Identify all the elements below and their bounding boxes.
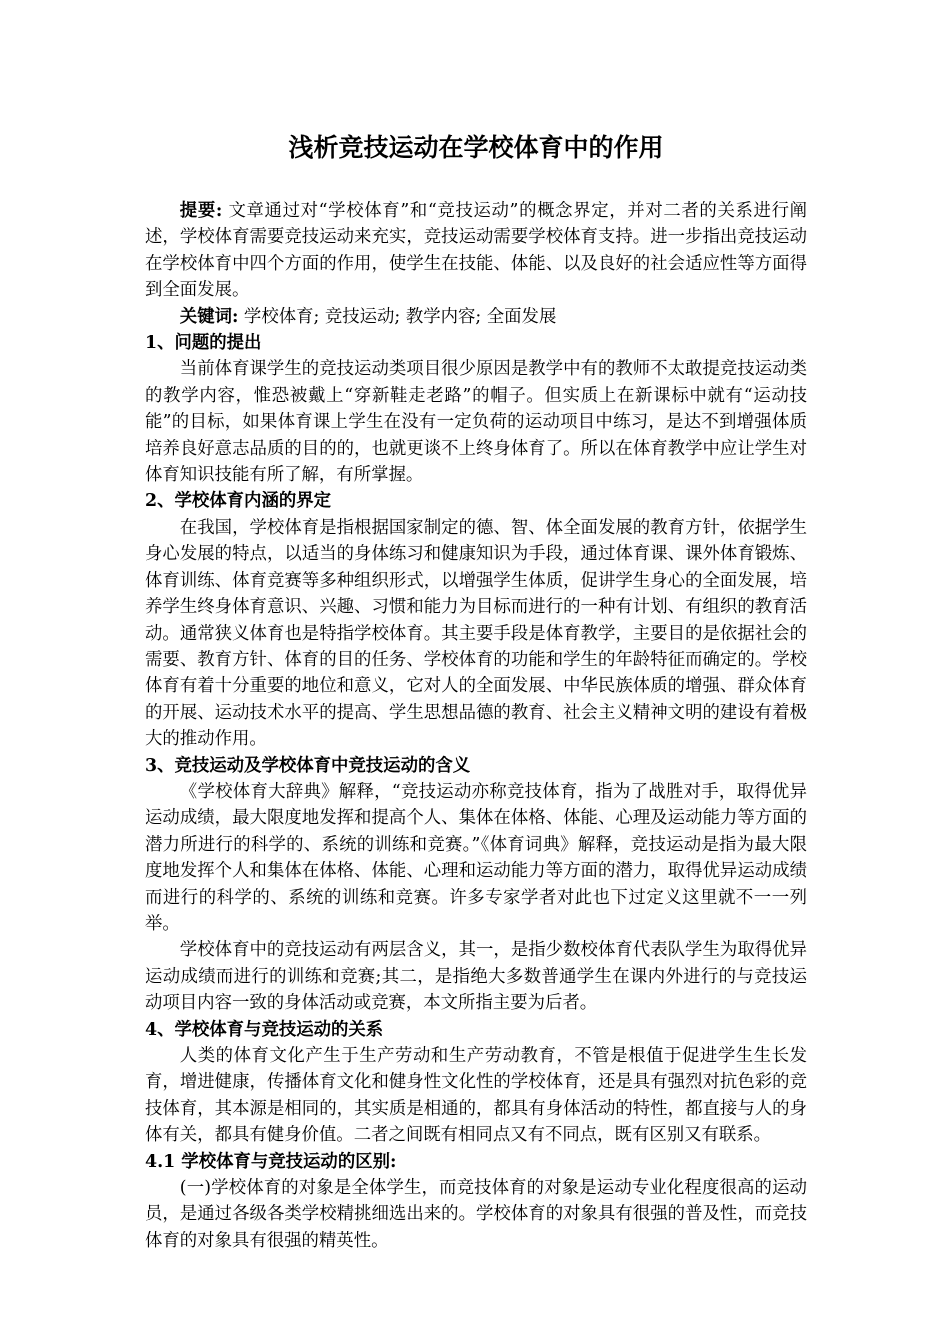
document-content: [145, 128, 807, 1254]
section-1-paragraph-1: 当前体育课学生的竞技运动类项目很少原因是教学中有的教师不太敢提竞技运动类的教学内容，惟恐被戴上“穿新鞋走老路”的帽子。但实质上在新课标中就有“运动技能”的目标，如果体育课上学生在没有一定负荷的运动项目中练习，是达不到增强体质培养良好意志品质的目的的，也就更谈不上终身体育了。所以在体育教学中应让学生对体育知识技能有所了解，有所掌握。: [145, 359, 807, 486]
section-heading-2: 2、学校体育内涵的界定: [145, 491, 332, 512]
abstract-paragraph: [145, 198, 807, 304]
section-3-paragraph-1: 《学校体育大辞典》解释，“竞技运动亦称竞技体育，指为了战胜对手，取得优异运动成绩，最大限度地发挥和提高个人、集体在体格、体能、心理及运动能力等方面的潜力所进行的科学的、系统的训练和竞赛。”《体育词典》解释，竞技运动是指为最大限度地发挥个人和集体在体格、体能、心理和运动能力等方面的潜力，取得优异运动成绩而进行的科学的、系统的训练和竞赛。许多专家学者对此也下过定义这里就不一一列举。: [145, 781, 807, 934]
abstract-label: 提要:: [179, 201, 223, 221]
section-heading-3: 3、竞技运动及学校体育中竞技运动的含义: [145, 755, 471, 776]
section-3-paragraph-2: 学校体育中的竞技运动有两层含义，其一，是指少数校体育代表队学生为取得优异运动成绩而进行的训练和竞赛;其二，是指绝大多数普通学生在课内外进行的与竞技运动项目内容一致的身体活动或竞赛，本文所指主要为后者。: [145, 940, 807, 1014]
section-heading-4: 4、学校体育与竞技运动的关系: [145, 1019, 384, 1040]
section-heading-4-1: 4.1 学校体育与竞技运动的区别:: [145, 1151, 397, 1172]
section-2-paragraph-1: 在我国，学校体育是指根据国家制定的德、智、体全面发展的教育方针，依据学生身心发展的特点，以适当的身体练习和健康知识为手段，通过体育课、课外体育锻炼、体育训练、体育竞赛等多种组织形式，以增强学生体质，促讲学生身心的全面发展，培养学生终身体育意识、兴趣、习惯和能力为目标而进行的一种有计划、有组织的教育活动。通常狭义体育也是特指学校体育。其主要手段是体育教学，主要目的是依据社会的需要、教育方针、体育的目的任务、学校体育的功能和学生的年龄特征而确定的。学校体育有着十分重要的地位和意义，它对人的全面发展、中华民族体质的增强、群众体育的开展、运动技术水平的提高、学生思想品德的教育、社会主义精神文明的建设有着极大的推动作用。: [145, 517, 807, 750]
section-4-paragraph-1: 人类的体育文化产生于生产劳动和生产劳动教育，不管是根值于促进学生生长发育，增进健康，传播体育文化和健身性文化性的学校体育，还是具有强烈对抗色彩的竞技体育，其本源是相同的，其实质是相通的，都具有身体活动的特性，都直接与人的身体有关，都具有健身价值。二者之间既有相同点又有不同点，既有区别又有联系。: [145, 1046, 807, 1146]
keywords-text: 学校体育; 竞技运动; 教学内容; 全面发展: [243, 306, 557, 327]
keywords-label: 关键词:: [179, 306, 239, 327]
section-heading-1: 1、问题的提出: [145, 333, 262, 354]
document-title: 浅析竞技运动在学校体育中的作用: [288, 133, 664, 162]
section-4-1-paragraph-1: (一)学校体育的对象是全体学生，而竞技体育的对象是运动专业化程度很高的运动员，是通过各级各类学校精挑细选出来的。学校体育的对象具有很强的普及性，而竞技体育的对象具有很强的精英性。: [145, 1178, 807, 1251]
abstract-text: 文章通过对“学校体育”和“竞技运动”的概念界定，并对二者的关系进行阐述，学校体育需要竞技运动来充实，竞技运动需要学校体育支持。进一步指出竞技运动在学校体育中四个方面的作用，使学生在技能、体能、以及良好的社会适应性等方面得到全面发展。: [145, 201, 807, 301]
keywords-paragraph: [145, 304, 807, 330]
